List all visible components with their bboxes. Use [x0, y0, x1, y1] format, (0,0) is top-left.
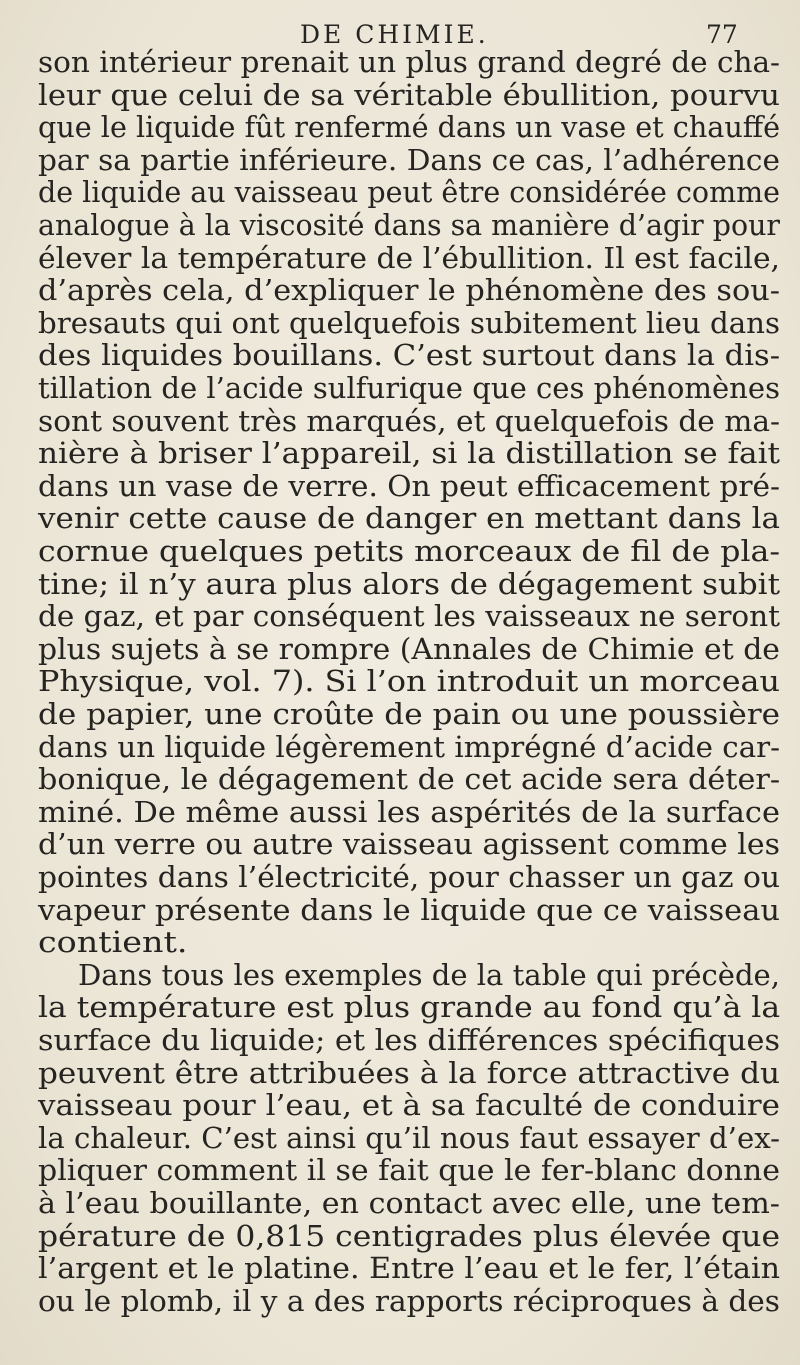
text-line: dans un vase de verre. On peut efficacement pré-: [38, 468, 781, 503]
text-line: dans un liquide légèrement imprégné d’acide car-: [38, 729, 781, 764]
text-line: plus sujets à se rompre (Annales de Chimie et de: [38, 631, 780, 666]
text-line: contient.: [38, 925, 188, 960]
text-line: de papier, une croûte de pain ou une poussière: [38, 697, 781, 731]
text-line: pointes dans l’électricité, pour chasser un gaz ou: [38, 860, 781, 894]
text-line: de gaz, et par conséquent les vaisseaux ne seront: [38, 599, 780, 634]
text-line: tillation de l’acide sulfurique que ces phénomènes: [38, 371, 780, 405]
text-line: nière à briser l’appareil, si la distillation se fait: [38, 436, 781, 471]
text-line: peuvent être attribuées à la force attractive du: [38, 1055, 781, 1090]
text-line: bonique, le dégagement de cet acide sera déter-: [38, 762, 781, 797]
text-line: son intérieur prenait un plus grand degré de cha-: [38, 45, 781, 79]
text-line: miné. De même aussi les aspérités de la surface: [38, 794, 780, 829]
text-line: que le liquide fût renfermé dans un vase et chauffé: [38, 110, 781, 145]
text-line: à l’eau bouillante, en contact avec elle, une tem-: [38, 1186, 780, 1220]
text-line: d’après cela, d’expliquer le phénomène des sou-: [38, 273, 780, 308]
text-line: la température est plus grande au fond qu’à la: [38, 990, 781, 1025]
text-line: tine; il n’y aura plus alors de dégagement subit: [38, 566, 781, 601]
text-line: analogue à la viscosité dans sa manière d’agir pour: [38, 208, 780, 242]
text-line: des liquides bouillans. C’est surtout dans la dis-: [38, 338, 781, 373]
text-line: leur que celui de sa véritable ébullition, pourvu: [38, 77, 780, 112]
text-line: sont souvent très marqués, et quelquefois de ma-: [38, 403, 780, 438]
text-line: par sa partie inférieure. Dans ce cas, l’adhérence: [38, 142, 780, 177]
text-line: pliquer comment il se fait que le fer-blanc donne: [38, 1153, 780, 1188]
running-head: DE CHIMIE.: [300, 20, 489, 49]
text-line: l’argent et le platine. Entre l’eau et le fer, l’étain: [38, 1251, 781, 1286]
text-line: Dans tous les exemples de la table qui précède,: [78, 957, 780, 992]
text-line: surface du liquide; et les différences spécifiques: [38, 1023, 780, 1057]
text-line: cornue quelques petits morceaux de fil de pla-: [38, 534, 781, 568]
text-line: venir cette cause de danger en mettant dans la: [38, 501, 781, 536]
text-line: vapeur présente dans le liquide que ce vaisseau: [38, 892, 781, 927]
text-line: Physique, vol. 7). Si l’on introduit un morceau: [38, 664, 780, 699]
text-line: pérature de 0,815 centigrades plus élevée que: [38, 1218, 781, 1253]
text-line: bresauts qui ont quelquefois subitement lieu dans: [38, 305, 780, 340]
text-line: ou le plomb, il y a des rapports réciproques à des: [38, 1283, 780, 1318]
text-line: d’un verre ou autre vaisseau agissent comme les: [38, 827, 781, 862]
text-line: vaisseau pour l’eau, et à sa faculté de conduire: [38, 1088, 780, 1123]
text-line: la chaleur. C’est ainsi qu’il nous faut essayer d’ex-: [38, 1120, 781, 1155]
text-line: élever la température de l’ébullition. Il est facile,: [38, 240, 781, 275]
page-number: 77: [706, 20, 738, 49]
text-line: de liquide au vaisseau peut être considérée comme: [38, 175, 780, 210]
